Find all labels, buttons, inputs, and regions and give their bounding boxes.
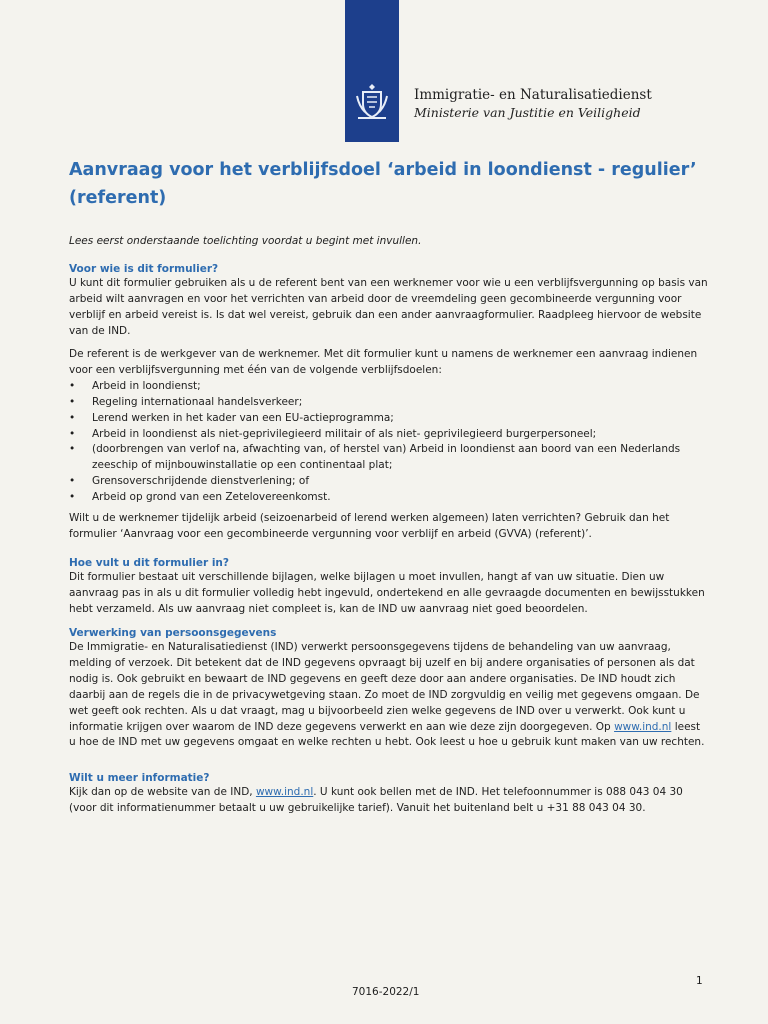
section-heading: Verwerking van persoonsgegevens: [69, 627, 277, 639]
ind-website-link[interactable]: www.ind.nl: [255, 786, 314, 798]
intro-text: Lees eerst onderstaande toelichting voordat u begint met invullen.: [69, 235, 422, 247]
text-run: . U kunt ook bellen met de IND. Het telefoonnummer is 088 043 04 30 (voor dit informatienummer betaalt u uw gebruikelijke tarief). Vanuit het buitenland belt u +31 88 043 04 30.: [69, 786, 683, 814]
section-gvva: [69, 511, 709, 543]
section-hoe-vult: [69, 556, 709, 618]
org-name-line2: Ministerie van Justitie en Veiligheid: [414, 105, 641, 120]
paragraph: U kunt dit formulier gebruiken als u de referent bent van een werknemer voor wie u een verblijfsvergunning op basis van arbeid wilt aanvragen en voor het verrichten van arbeid door de vreemdeling geen gecombineerde vergunning voor verblijf en arbeid vereist is. Is dat wel vereist, gebruik dan een ander aanvraagformulier. Raadpleeg hiervoor de website van de IND.: [69, 277, 708, 337]
text-run: leest u hoe de IND met uw gegevens omgaat en welke rechten u hebt. Ook leest u hoe u gebruik kunt maken van uw rechten.: [69, 720, 705, 749]
org-name-line1: Immigratie- en Naturalisatiedienst: [414, 87, 652, 103]
paragraph: Dit formulier bestaat uit verschillende bijlagen, welke bijlagen u moet invullen, hangt af van uw situatie. Dien uw aanvraag pas in als u dit formulier volledig hebt ingevuld, ondertekend en alle gevraagde documenten en bewijsstukken hebt verzameld. Als uw aanvraag niet compleet is, kan de IND uw aanvraag niet goed beoordelen.: [69, 571, 705, 615]
list-item: • (doorbrengen van verlof na, afwachting van, of herstel van) Arbeid in loondienst aan boord van een Nederlands zeeschip of mijnbouwinstallatie op een continentaal plat;: [69, 442, 709, 474]
paragraph: De referent is de werkgever van de werknemer. Met dit formulier kunt u namens de werknemer een aanvraag indienen voor een verblijfsvergunning met één van de volgende verblijfsdoelen:: [69, 348, 698, 376]
paragraph: Wilt u de werknemer tijdelijk arbeid (seizoenarbeid of lerend werken algemeen) laten verrichten? Gebruik dan het formulier ‘Aanvraag voor een gecombineerde vergunning voor verblijf en arbeid (GVVA) (referent)’.: [69, 512, 670, 540]
section-voor-wie: [69, 262, 709, 340]
list-item: • Regeling internationaal handelsverkeer;: [69, 395, 709, 411]
section-meer-info: [69, 771, 709, 817]
text-run: De Immigratie- en Naturalisatiedienst (IND) verwerkt persoonsgegevens tijdens de behandeling van uw aanvraag, melding of verzoek. Dit betekent dat de IND gegevens opvraagt bij uzelf en bij andere organisaties of personen als dat nodig is. Ook gebruikt en bewaart de IND gegevens en geeft deze door aan andere organisaties. De IND houdt zich daarbij aan de regels die in de privacywetgeving staan. Zo moet de IND zorgvuldig en veilig met gegevens omgaan. De wet geeft ook rechten. Als u dat vraagt, mag u bijvoorbeeld zien welke gegevens de IND over u verwerkt. Ook kunt u informatie krijgen over waarom de IND deze gegevens verwerkt en aan wie deze zijn doorgegeven. Op: [69, 641, 700, 733]
document-number: 7016-2022/1: [352, 986, 420, 998]
ind-website-link[interactable]: www.ind.nl: [614, 720, 672, 733]
verblijfsdoelen-list: [69, 379, 709, 506]
rijksoverheid-logo-bar: [345, 0, 399, 142]
page-number: 1: [696, 975, 703, 987]
section-referent: [69, 347, 709, 506]
list-item: • Lerend werken in het kader van een EU-actieprogramma;: [69, 411, 709, 427]
section-verwerking: [69, 626, 709, 751]
text-run: Kijk dan op de website van de IND,: [69, 786, 256, 798]
list-item: • Arbeid in loondienst als niet-geprivilegieerd militair of als niet- geprivilegieerd burgerpersoneel;: [69, 427, 709, 443]
document-title: Aanvraag voor het verblijfsdoel ‘arbeid in loondienst - regulier’ (referent): [69, 160, 697, 208]
section-heading: Hoe vult u dit formulier in?: [69, 557, 229, 569]
list-item: • Grensoverschrijdende dienstverlening; of: [69, 474, 709, 490]
coat-of-arms-icon: [354, 82, 390, 122]
section-heading: Wilt u meer informatie?: [69, 772, 210, 784]
list-item: • Arbeid op grond van een Zetelovereenkomst.: [69, 490, 709, 506]
paragraph: [69, 785, 709, 817]
section-heading: Voor wie is dit formulier?: [69, 263, 219, 275]
list-item: • Arbeid in loondienst;: [69, 379, 709, 395]
paragraph: [69, 640, 709, 751]
organization-name: [414, 86, 652, 122]
